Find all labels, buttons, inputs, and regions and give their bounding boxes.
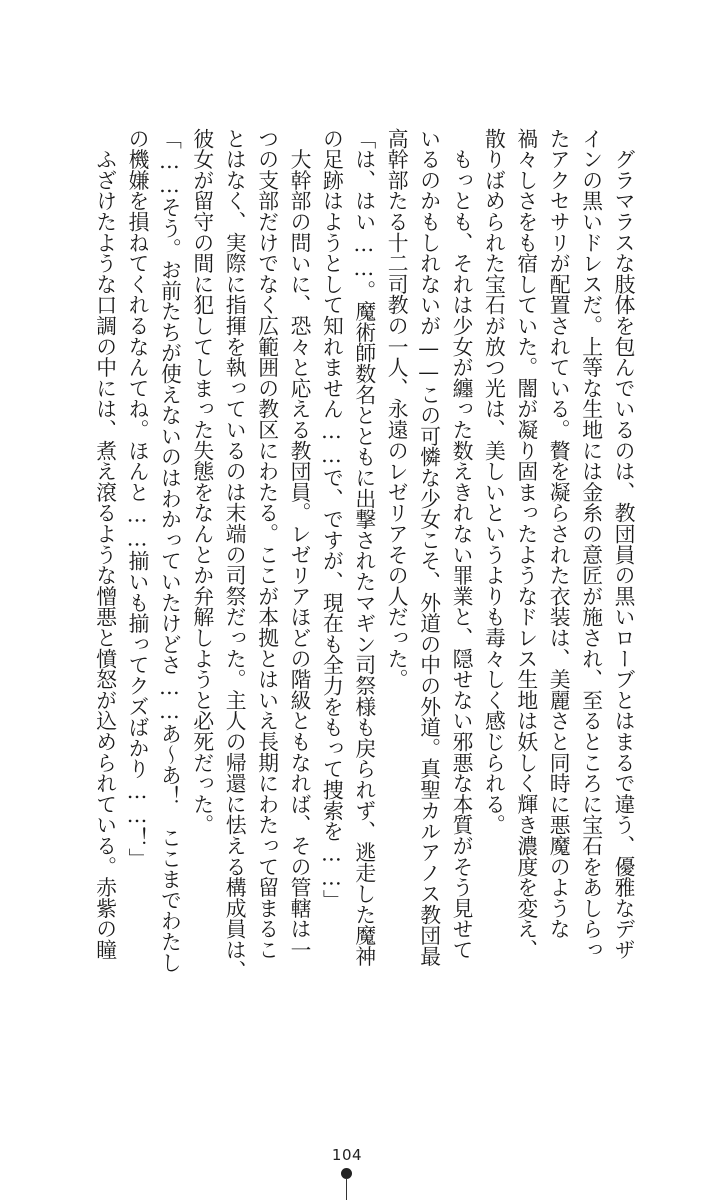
text-column: たアクセサリが配置されている。贅を凝らされた衣装は、美麗さと同時に悪魔のような xyxy=(546,128,571,940)
text-column: 「……そう。お前たちが使えないのはわかっていたけどさ……あ〜あ！ ここまでわたし xyxy=(157,128,182,973)
page-number: 104 xyxy=(331,1146,363,1164)
text-column: の機嫌を損ねてくれるなんてね。ほんと……揃いも揃ってクズばかり……！」 xyxy=(125,128,149,869)
text-column: とはなく、実際に指揮を執っているのは末端の司祭だった。主人の帰還に怯える構成員は、 xyxy=(222,128,247,981)
text-column: 禍々しさをも宿していた。闇が凝り固まったようなドレス生地は妖しく輝き濃度を変え、 xyxy=(513,128,538,960)
page-marker-line xyxy=(346,1178,347,1200)
text-column: 散りばめられた宝石が放つ光は、美しいというよりも毒々しく感じられる。 xyxy=(481,128,506,836)
text-column: もっとも、それは少女が纏った数えきれない罪業と、隠せない邪悪な本質がそう見せて xyxy=(449,128,473,960)
text-column: 大幹部の問いに、恐々と応える教団員。レゼリアほどの階級ともなれば、その管轄は一 xyxy=(287,128,311,960)
vertical-text-body xyxy=(73,128,635,981)
text-column: インの黒いドレスだ。上等な生地には金糸の意匠が施され、至るところに宝石をあしらっ xyxy=(578,128,603,960)
text-column: 「は、はい……。魔術師数名とともに出撃されたマギン司祭様も戻られず、逃走した魔神 xyxy=(351,128,376,967)
text-column: グラマラスな肢体を包んでいるのは、教団員の黒いローブとはまるで違う、優雅なデザ xyxy=(611,128,635,960)
text-column: 高幹部たる十二司教の一人、永遠のレゼリアその人だった。 xyxy=(384,128,409,690)
text-column: 彼女が留守の間に犯してしまった失態をなんとか弁解しようと必死だった。 xyxy=(189,128,214,836)
text-column: ふざけたような口調の中には、煮え滾るような憎悪と憤怒が込められている。赤紫の瞳 xyxy=(92,128,117,960)
text-column: の足跡はようとして知れません……で、ですが、現在も全力をもって捜索を……」 xyxy=(319,128,344,911)
text-column: つの支部だけでなく広範囲の教区にわたる。ここが本拠とはいえ長期にわたって留まるこ xyxy=(254,128,279,960)
text-column: いるのかもしれないが——この可憐な少女こそ、外道の中の外道。真聖カルアノス教団最 xyxy=(416,128,441,967)
